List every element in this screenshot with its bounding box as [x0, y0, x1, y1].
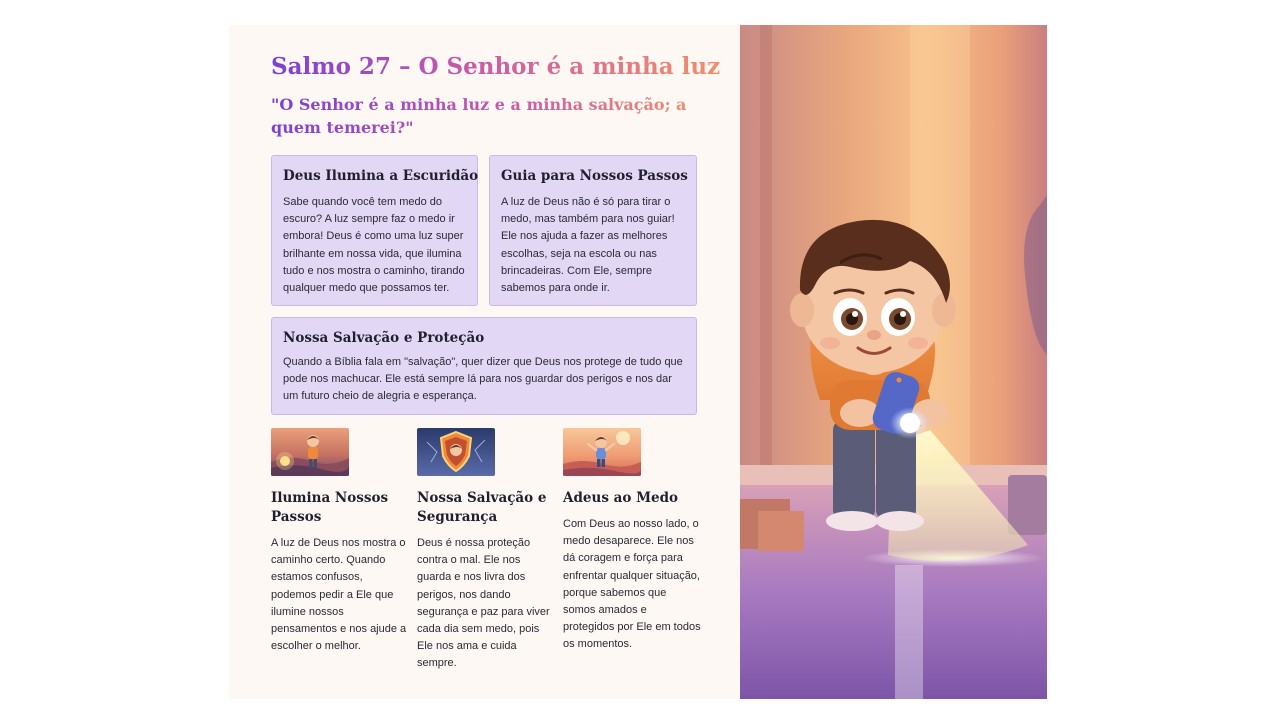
feature-salvacao-seguranca	[417, 428, 555, 673]
card-title: Nossa Salvação e Proteção	[283, 330, 485, 346]
feature-title: Nossa Salvação e Segurança	[417, 490, 547, 525]
child-lantern-thumbnail	[271, 428, 349, 476]
feature-text: Deus é nossa proteção contra o mal. Ele nos guarda e nos livra dos perigos, nos dando segurança e paz para viver cada dia sem medo, pois Ele nos ama e cuida sempre.	[417, 537, 550, 670]
card-title: Deus Ilumina a Escuridão	[283, 168, 479, 184]
bible-quote: "O Senhor é a minha luz e a minha salvação; a quem temerei?"	[271, 93, 701, 139]
feature-text: A luz de Deus nos mostra o caminho certo. Quando estamos confusos, podemos pedir a Ele que ilumine nossos pensamentos e nos ajude a escolher o melhor.	[271, 537, 407, 653]
feature-ilumina-passos	[271, 428, 409, 655]
feature-text: Com Deus ao nosso lado, o medo desaparece. Ele nos dá coragem e força para enfrentar qualquer situação, porque sabemos que somos amados e protegidos por Ele em todos os momentos.	[563, 518, 701, 651]
hero-illustration	[740, 25, 1047, 699]
slide	[229, 25, 1047, 699]
feature-title: Ilumina Nossos Passos	[271, 490, 389, 525]
card-text: A luz de Deus não é só para tirar o medo, mas também para nos guiar! Ele nos ajuda a fazer as melhores escolhas, seja na escola ou nas brincadeiras. Com Ele, sempre sabemos para onde ir.	[501, 196, 675, 295]
card-deus-ilumina	[271, 155, 478, 306]
card-text: Sabe quando você tem medo do escuro? A luz sempre faz o medo ir embora! Deus é como uma luz super brilhante em nossa vida, que ilumina tudo e nos mostra o caminho, tirando qualquer medo que possamos ter.	[283, 196, 465, 295]
card-salvacao-protecao	[271, 317, 697, 415]
feature-adeus-medo	[563, 428, 701, 654]
child-with-flashlight-illustration	[740, 25, 1047, 699]
card-text: Quando a Bíblia fala em "salvação", quer dizer que Deus nos protege de tudo que pode nos machucar. Ele está sempre lá para nos guardar dos perigos e nos dar um futuro cheio de alegria e esperança.	[283, 356, 683, 403]
feature-title: Adeus ao Medo	[563, 490, 679, 506]
shield-thumbnail	[417, 428, 495, 476]
card-title: Guia para Nossos Passos	[501, 168, 688, 184]
page-title: Salmo 27 – O Senhor é a minha luz	[271, 53, 721, 80]
happy-child-thumbnail	[563, 428, 641, 476]
card-guia-passos	[489, 155, 697, 306]
content-panel	[229, 25, 740, 699]
